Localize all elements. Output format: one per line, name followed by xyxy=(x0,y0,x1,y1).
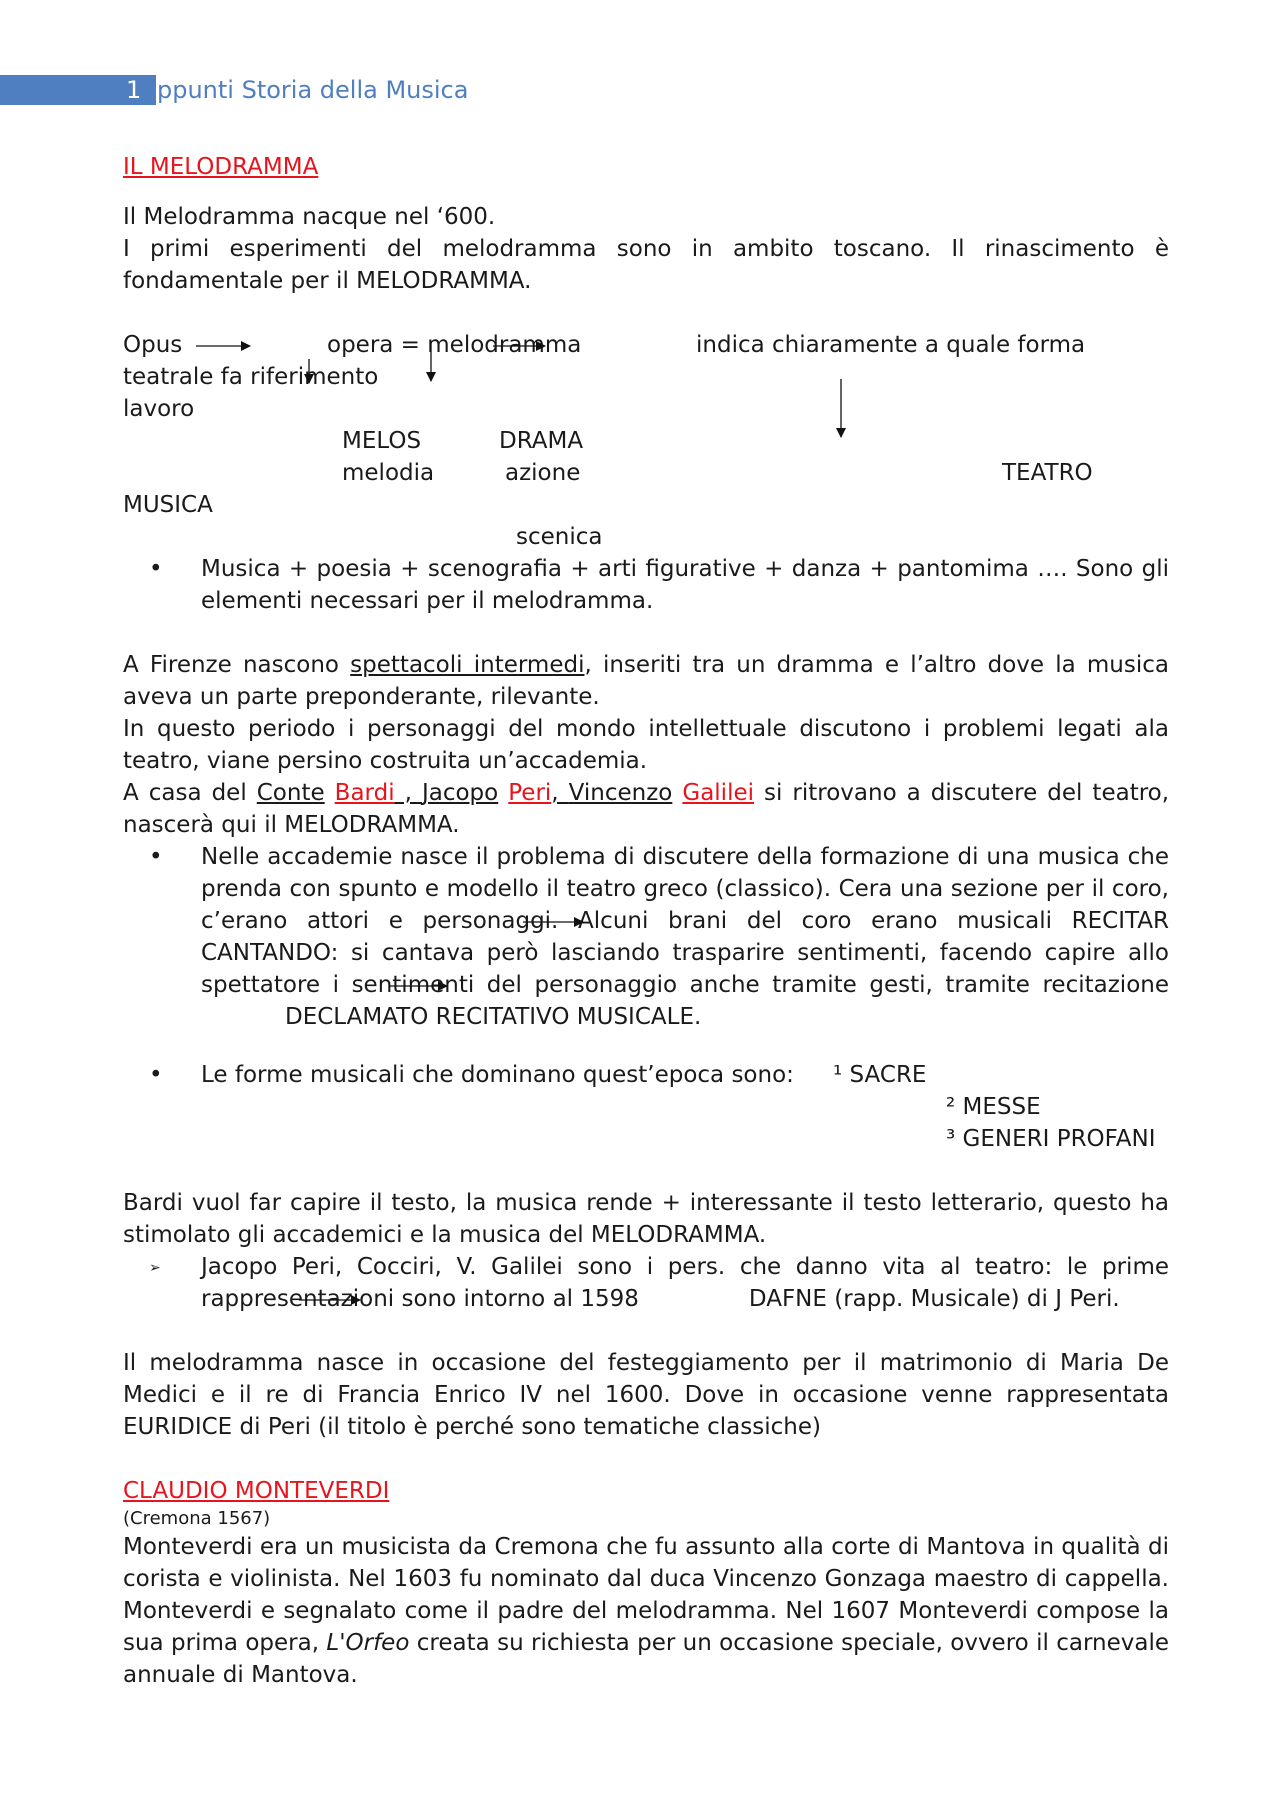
list-item xyxy=(123,1059,1169,1155)
bullet-list-2 xyxy=(123,841,1169,1033)
monteverdi-subtitle: (Cremona 1567) xyxy=(123,1508,271,1529)
orfeo-title: L'Orfeo xyxy=(326,1630,410,1656)
intro-line-2: I primi esperimenti del melodramma sono in ambito toscano. Il rinascimento è fondamentale per il MELODRAMMA. xyxy=(123,236,1169,294)
document-body xyxy=(123,151,1169,1691)
forms-intro: Le forme musicali che dominano quest’epoca sono: xyxy=(201,1062,794,1088)
casa-text-before: A casa del xyxy=(123,780,257,806)
spettacoli-intermedi-link[interactable]: spettacoli intermedi xyxy=(350,652,585,678)
bullet-text-declamato: DECLAMATO RECITATIVO MUSICALE. xyxy=(285,1004,702,1030)
intro-line-1: Il Melodramma nacque nel ‘600. xyxy=(123,204,496,230)
section-heading-monteverdi: CLAUDIO MONTEVERDI xyxy=(123,1478,390,1504)
vincenzo-link[interactable]: Vincenzo xyxy=(568,780,673,806)
form-generi-profani: ³ GENERI PROFANI xyxy=(946,1126,1156,1152)
section-heading-melodramma: IL MELODRAMMA xyxy=(123,154,319,180)
galilei-link[interactable]: Galilei xyxy=(682,780,755,806)
diagram-opus: Opus xyxy=(123,332,183,358)
diagram-melos: MELOS xyxy=(342,428,422,454)
separator-1: , xyxy=(394,780,422,806)
separator-2: , xyxy=(551,780,569,806)
jacopo-link[interactable]: Jacopo xyxy=(421,780,499,806)
bullet-text-dafne: DAFNE (rapp. Musicale) di J Peri. xyxy=(748,1286,1120,1312)
bullet-text: Musica + poesia + scenografia + arti figurative + danza + pantomima …. Sono gli elementi necessari per il melodramma. xyxy=(201,556,1169,614)
peri-link[interactable]: Peri xyxy=(508,780,552,806)
monteverdi-paragraph xyxy=(123,1531,1169,1691)
firenze-text-before: A Firenze nascono xyxy=(123,652,351,678)
diagram-musica: MUSICA xyxy=(123,492,213,518)
bullet-text-peri: Jacopo Peri, Cocciri, V. Galilei sono i pers. che danno vita al teatro: le prime rappresentazioni sono intorno al 1598 xyxy=(201,1254,1169,1312)
form-sacre: ¹ SACRE xyxy=(833,1062,927,1088)
casa-paragraph xyxy=(123,777,1169,841)
header-title: ppunti Storia della Musica xyxy=(157,76,469,104)
conte-link[interactable]: Conte xyxy=(256,780,325,806)
etymology-diagram xyxy=(123,329,1169,553)
diagram-opera: opera = melodramma xyxy=(327,332,582,358)
monteverdi-text-after: creata su richiesta per un occasione speciale, ovvero il carnevale annuale di Mantova. xyxy=(123,1630,1170,1688)
bardi-paragraph: Bardi vuol far capire il testo, la musica rende + interessante il testo letterario, questo ha stimolato gli accademici e la musica del MELODRAMMA. xyxy=(123,1190,1169,1248)
diagram-melodia: melodia xyxy=(342,460,435,486)
diagram-scenica: scenica xyxy=(516,524,603,550)
dafne-arrow xyxy=(123,1251,1169,1315)
bullet-list-1 xyxy=(123,553,1169,617)
diagram-lavoro: lavoro xyxy=(123,396,195,422)
bullet-icon: • xyxy=(149,556,163,582)
page-number: 1 xyxy=(126,76,142,104)
diagram-teatrale: teatrale fa riferimento xyxy=(123,364,379,390)
forms-block xyxy=(201,1059,1169,1155)
form-messe: ² MESSE xyxy=(946,1094,1041,1120)
diagram-teatro: TEATRO xyxy=(1002,460,1093,486)
diagram-azione: azione xyxy=(505,460,581,486)
periodo-paragraph: In questo periodo i personaggi del mondo intellettuale discutono i problemi legati ala teatro, viane persino costruita un’accademia. xyxy=(123,716,1169,774)
list-item xyxy=(123,553,1169,617)
firenze-text-after: , inseriti tra un dramma e l’altro dove la musica aveva un parte preponderante, rilevante. xyxy=(123,652,1169,710)
bullet-text-accademie: Nelle accademie nasce il problema di discutere della formazione di una musica che prenda con spunto e modello il teatro greco (classico). Cera una sezione per il coro, c’erano attori e personaggi. Alcuni brani del coro erano musicali RECITAR CANTANDO: si cantava però lasciando trasparire sentimenti, facendo capire allo spettatore i sentimenti del personaggio anche tramite gesti, tramite recitazione xyxy=(201,844,1169,998)
arrow-bullet-icon: ➢ xyxy=(149,1260,161,1276)
diagram-arrows xyxy=(123,329,1169,553)
diagram-indica: indica chiaramente a quale forma xyxy=(696,332,1086,358)
accademie-arrows xyxy=(123,841,1169,1041)
matrimonio-paragraph: Il melodramma nasce in occasione del festeggiamento per il matrimonio di Maria De Medici e il re di Francia Enrico IV nel 1600. Dove in occasione venne rappresentata EURIDICE di Peri (il titolo è perché sono tematiche classiche) xyxy=(123,1350,1169,1440)
firenze-paragraph xyxy=(123,649,1169,713)
bardi-link[interactable]: Bardi xyxy=(334,780,395,806)
casa-text-after: si ritrovano a discutere del teatro, nascerà qui il MELODRAMMA. xyxy=(123,780,1170,838)
bullet-list-3 xyxy=(123,1059,1169,1155)
bullet-list-4 xyxy=(123,1251,1169,1315)
bullet-icon: • xyxy=(149,1062,163,1088)
list-item xyxy=(123,1251,1169,1315)
monteverdi-text-before: Monteverdi era un musicista da Cremona che fu assunto alla corte di Mantova in qualità di corista e violinista. Nel 1603 fu nominato dal duca Vincenzo Gonzaga maestro di cappella. Monteverdi e segnalato come il padre del melodramma. Nel 1607 Monteverdi compose la sua prima opera, xyxy=(123,1534,1169,1656)
list-item xyxy=(123,841,1169,1033)
diagram-drama: DRAMA xyxy=(499,428,584,454)
bullet-icon: • xyxy=(149,844,163,870)
